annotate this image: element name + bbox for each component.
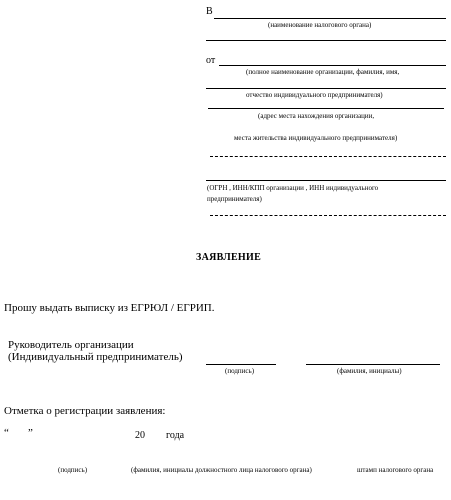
from-prefix: от <box>206 55 216 66</box>
address-line-2 <box>210 156 446 157</box>
quote-close: ” <box>28 427 33 439</box>
registration-heading: Отметка о регистрации заявления: <box>4 405 166 417</box>
tax-authority-line-2 <box>206 40 446 41</box>
signatory-signature-caption: (подпись) <box>225 367 255 375</box>
registration-official-caption: (фамилия, инициалы должностного лица налогового органа) <box>131 466 312 474</box>
org-name-line-2 <box>206 88 446 89</box>
org-name-caption-2: отчество индивидуального предпринимателя) <box>246 91 383 99</box>
address-caption-2: места жительства индивидуального предпринимателя) <box>234 134 398 142</box>
signatory-line-2: (Индивидуальный предприниматель) <box>8 351 183 363</box>
org-name-caption-1: (полное наименование организации, фамилия, имя, <box>246 68 400 76</box>
quote-open: “ <box>4 427 9 439</box>
tax-authority-line <box>214 18 446 19</box>
tax-authority-caption: (наименование налогового органа) <box>268 21 372 29</box>
registration-stamp-caption: штамп налогового органа <box>357 466 434 474</box>
to-prefix: В <box>206 6 213 17</box>
registration-signature-caption: (подпись) <box>58 466 88 474</box>
document-title: ЗАЯВЛЕНИЕ <box>196 252 262 263</box>
ogrn-caption-1: (ОГРН , ИНН/КПП организации , ИНН индивидуального <box>207 184 379 192</box>
org-name-line <box>219 65 446 66</box>
request-text: Прошу выдать выписку из ЕГРЮЛ / ЕГРИП. <box>4 302 215 314</box>
year-prefix: 20 <box>135 430 145 441</box>
address-caption-1: (адрес места нахождения организации, <box>258 112 375 120</box>
signatory-name-caption: (фамилия, инициалы) <box>337 367 402 375</box>
ogrn-line-2 <box>210 215 446 216</box>
ogrn-caption-2: предпринимателя) <box>207 195 262 203</box>
year-suffix: года <box>166 430 185 441</box>
ogrn-line <box>206 180 446 181</box>
signatory-signature-line <box>206 364 276 365</box>
signatory-line-1: Руководитель организации <box>8 339 134 351</box>
address-line <box>208 108 444 109</box>
signatory-name-line <box>306 364 440 365</box>
